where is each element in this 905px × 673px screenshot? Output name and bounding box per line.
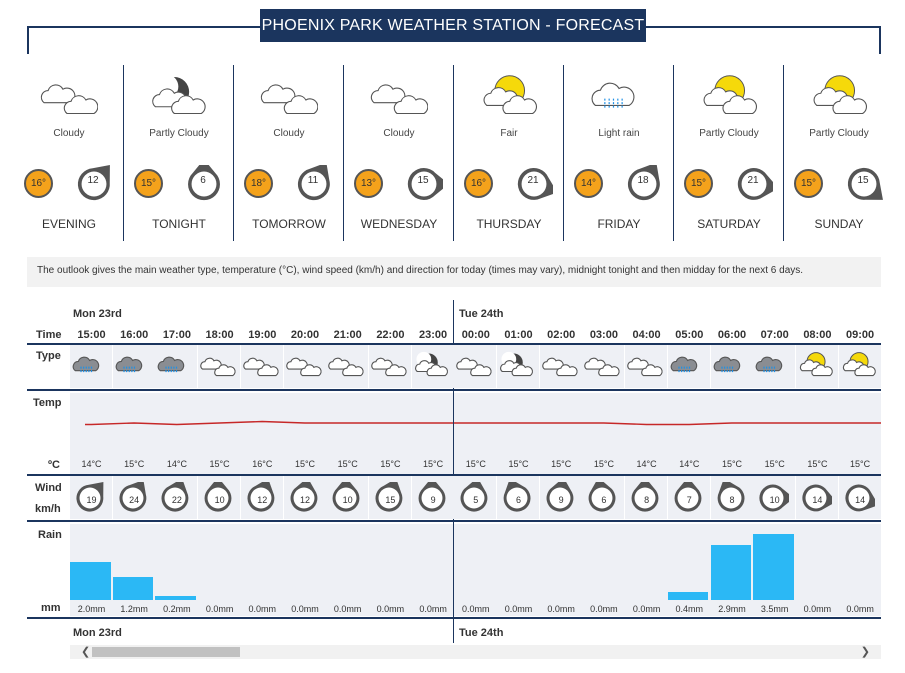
forecast-type-label: Partly Cloudy bbox=[149, 128, 209, 139]
partly-cloudy-day-icon bbox=[839, 345, 882, 388]
partly-cloudy-night-icon bbox=[150, 73, 208, 117]
forecast-divider bbox=[783, 65, 784, 241]
temperature-value: 15°C bbox=[124, 459, 145, 469]
temperature-value: 15°C bbox=[764, 459, 785, 469]
cloudy-icon bbox=[370, 73, 428, 117]
forecast-day-label: TONIGHT bbox=[152, 217, 206, 231]
rain-bar bbox=[668, 592, 709, 600]
forecast-card-wednesday bbox=[344, 65, 454, 241]
rain-bar bbox=[711, 545, 752, 600]
forecast-summary bbox=[14, 65, 891, 241]
outlook-note: The outlook gives the main weather type, temperature (°C), wind speed (km/h) and direction for today (times may vary), midnight tonight and then midday for the next 6 days. bbox=[27, 257, 881, 287]
rain-value: 0.0mm bbox=[803, 604, 832, 614]
rain-bar bbox=[113, 577, 154, 600]
rain-value: 1.2mm bbox=[120, 604, 148, 614]
temperature-value: 15°C bbox=[294, 459, 316, 469]
temperature-value: 15°C bbox=[465, 459, 486, 469]
time-cell: 17:00 bbox=[162, 329, 191, 341]
forecast-card-friday bbox=[564, 65, 674, 241]
rain-value: 0.0mm bbox=[632, 604, 661, 614]
forecast-type-label: Partly Cloudy bbox=[699, 128, 759, 139]
time-cell: 09:00 bbox=[846, 329, 875, 341]
rain-bar bbox=[753, 534, 794, 601]
wind-speed-value: 5 bbox=[473, 495, 479, 505]
forecast-day-label: SATURDAY bbox=[697, 217, 761, 231]
wind-speed-value: 18 bbox=[637, 175, 649, 186]
forecast-day-label: SUNDAY bbox=[814, 217, 864, 231]
forecast-type-label: Cloudy bbox=[273, 128, 305, 139]
forecast-day-label: TOMORROW bbox=[252, 217, 326, 231]
forecast-day-label: WEDNESDAY bbox=[360, 217, 438, 231]
scroll-right-arrow-icon[interactable]: ❯ bbox=[860, 646, 870, 658]
scroll-left-arrow-icon[interactable]: ❮ bbox=[81, 646, 91, 658]
date-label-tue: Tue 24th bbox=[459, 308, 504, 320]
wind-speed-value: 6 bbox=[515, 495, 521, 505]
time-cell: 15:00 bbox=[77, 329, 106, 341]
temperature-value: 15°C bbox=[551, 459, 572, 469]
rain-icon bbox=[70, 345, 113, 388]
temperature-value: 15°C bbox=[380, 459, 401, 469]
rain-icon bbox=[155, 345, 198, 388]
fair-icon bbox=[480, 73, 538, 117]
header-rule-left bbox=[27, 26, 29, 54]
temperature-value: 14°C bbox=[636, 459, 657, 469]
wind-unit-label: km/h bbox=[35, 503, 61, 515]
wind-speed-value: 15 bbox=[417, 175, 429, 186]
temperature-value: 15°C bbox=[508, 459, 529, 469]
time-cell: 06:00 bbox=[717, 329, 747, 341]
temperature-value: 15°C bbox=[593, 459, 614, 469]
rain-value: 0.0mm bbox=[291, 604, 319, 614]
wind-speed-value: 15 bbox=[857, 175, 869, 186]
forecast-card-saturday bbox=[674, 65, 784, 241]
row-label-wind: Wind bbox=[35, 482, 62, 494]
forecast-type-label: Cloudy bbox=[53, 128, 85, 139]
rain-value: 0.0mm bbox=[462, 604, 490, 614]
wind-speed-value: 14 bbox=[812, 495, 823, 505]
temperature-value: 15°C bbox=[721, 459, 743, 469]
wind-speed-value: 6 bbox=[601, 495, 607, 505]
time-cell: 20:00 bbox=[290, 329, 320, 341]
time-cell: 19:00 bbox=[248, 329, 277, 341]
cloudy-icon bbox=[454, 345, 497, 388]
rain-bar bbox=[70, 562, 111, 600]
rain-value: 0.4mm bbox=[675, 604, 704, 614]
date-footer-mon: Mon 23rd bbox=[73, 627, 122, 639]
forecast-card-tonight bbox=[124, 65, 234, 241]
temperature-value: 15°C bbox=[423, 459, 444, 469]
time-cell: 05:00 bbox=[675, 329, 704, 341]
forecast-type-label: Fair bbox=[500, 128, 518, 139]
cloudy-icon bbox=[369, 345, 412, 388]
rain-value: 2.0mm bbox=[77, 604, 106, 614]
forecast-card-evening bbox=[14, 65, 124, 241]
rain-bar bbox=[155, 596, 196, 600]
forecast-divider bbox=[233, 65, 234, 241]
time-cell: 01:00 bbox=[504, 329, 533, 341]
wind-speed-value: 22 bbox=[171, 495, 182, 505]
time-cell: 18:00 bbox=[205, 329, 234, 341]
partly-cloudy-night-icon bbox=[412, 345, 455, 388]
row-divider bbox=[27, 389, 881, 391]
time-cell: 23:00 bbox=[419, 329, 448, 341]
cloudy-icon bbox=[40, 73, 98, 117]
temperature-badge: 14° bbox=[574, 169, 603, 198]
cloudy-icon bbox=[284, 345, 327, 388]
rain-value: 0.0mm bbox=[504, 604, 533, 614]
header-rule-right bbox=[879, 26, 881, 54]
forecast-divider bbox=[563, 65, 564, 241]
time-cell: 04:00 bbox=[632, 329, 661, 341]
rain-icon bbox=[753, 345, 796, 388]
temperature-badge: 16° bbox=[24, 169, 53, 198]
rain-value: 0.0mm bbox=[333, 604, 362, 614]
temperature-value: 14°C bbox=[679, 459, 700, 469]
wind-speed-value: 11 bbox=[307, 175, 319, 186]
temperature-value: 14°C bbox=[81, 459, 102, 469]
forecast-divider bbox=[123, 65, 124, 241]
row-label-temp: Temp bbox=[33, 397, 62, 409]
wind-speed-value: 7 bbox=[686, 495, 692, 505]
forecast-card-sunday bbox=[784, 65, 894, 241]
rain-value: 2.9mm bbox=[718, 604, 746, 614]
forecast-type-label: Cloudy bbox=[383, 128, 415, 139]
temperature-value: 14°C bbox=[166, 459, 187, 469]
cloudy-icon bbox=[260, 73, 318, 117]
rain-icon bbox=[113, 345, 156, 388]
wind-speed-value: 24 bbox=[129, 495, 140, 505]
row-label-rain: Rain bbox=[38, 529, 62, 541]
partly-cloudy-day-icon bbox=[796, 345, 839, 388]
wind-speed-value: 9 bbox=[430, 495, 436, 505]
rain-value: 0.0mm bbox=[419, 604, 447, 614]
rain-value: 0.0mm bbox=[590, 604, 618, 614]
partly-cloudy-day-icon bbox=[810, 73, 868, 117]
row-divider bbox=[27, 617, 881, 619]
rain-icon bbox=[711, 345, 754, 388]
cloudy-icon bbox=[198, 345, 241, 388]
forecast-card-thursday bbox=[454, 65, 564, 241]
rain-value: 0.0mm bbox=[547, 604, 575, 614]
temperature-badge: 13° bbox=[354, 169, 383, 198]
forecast-type-label: Partly Cloudy bbox=[809, 128, 869, 139]
forecast-type-label: Light rain bbox=[598, 128, 640, 139]
wind-speed-value: 9 bbox=[558, 495, 564, 505]
wind-speed-value: 12 bbox=[299, 495, 310, 505]
hourly-forecast-table bbox=[27, 298, 881, 670]
time-cell: 03:00 bbox=[589, 329, 618, 341]
time-cell: 22:00 bbox=[376, 329, 405, 341]
time-cell: 02:00 bbox=[547, 329, 576, 341]
wind-speed-value: 21 bbox=[527, 175, 539, 186]
temperature-badge: 15° bbox=[684, 169, 713, 198]
forecast-day-label: EVENING bbox=[41, 217, 96, 231]
temperature-value: 15°C bbox=[337, 459, 358, 469]
rain-unit-label: mm bbox=[41, 602, 61, 614]
partly-cloudy-day-icon bbox=[700, 73, 758, 117]
wind-speed-value: 12 bbox=[257, 495, 268, 505]
row-label-time: Time bbox=[36, 329, 62, 341]
scrollbar-thumb[interactable] bbox=[92, 647, 240, 657]
temperature-badge: 18° bbox=[244, 169, 273, 198]
rain-value: 0.0mm bbox=[205, 604, 234, 614]
wind-speed-value: 14 bbox=[855, 495, 866, 505]
temperature-line bbox=[85, 422, 881, 425]
wind-speed-value: 12 bbox=[87, 175, 99, 186]
time-cell: 21:00 bbox=[333, 329, 362, 341]
temperature-badge: 15° bbox=[794, 169, 823, 198]
wind-speed-value: 6 bbox=[200, 175, 206, 186]
wind-speed-value: 10 bbox=[214, 495, 225, 505]
cloudy-icon bbox=[241, 345, 284, 388]
forecast-divider bbox=[453, 65, 454, 241]
wind-speed-value: 8 bbox=[729, 495, 735, 505]
rain-chart-area bbox=[70, 524, 881, 616]
light-rain-icon bbox=[590, 73, 648, 117]
temperature-badge: 16° bbox=[464, 169, 493, 198]
forecast-day-label: THURSDAY bbox=[476, 217, 542, 231]
cloudy-icon bbox=[326, 345, 369, 388]
row-divider bbox=[27, 520, 881, 522]
temperature-value: 15°C bbox=[807, 459, 828, 469]
time-cell: 16:00 bbox=[120, 329, 149, 341]
wind-speed-value: 8 bbox=[644, 495, 650, 505]
rain-icon bbox=[668, 345, 711, 388]
page-title: PHOENIX PARK WEATHER STATION - FORECAST bbox=[260, 9, 646, 42]
temperature-badge: 15° bbox=[134, 169, 163, 198]
wind-speed-value: 10 bbox=[342, 495, 353, 505]
forecast-divider bbox=[343, 65, 344, 241]
horizontal-scrollbar[interactable] bbox=[70, 645, 881, 659]
wind-speed-value: 10 bbox=[769, 495, 780, 505]
row-label-type: Type bbox=[36, 350, 61, 362]
rain-value: 3.5mm bbox=[760, 604, 789, 614]
cloudy-icon bbox=[582, 345, 625, 388]
wind-speed-value: 19 bbox=[86, 495, 97, 505]
temperature-value: 15°C bbox=[850, 459, 871, 469]
cloudy-icon bbox=[540, 345, 583, 388]
time-cell: 00:00 bbox=[461, 329, 490, 341]
temp-unit-label: ºC bbox=[48, 459, 60, 471]
rain-value: 0.0mm bbox=[248, 604, 277, 614]
time-cell: 07:00 bbox=[760, 329, 789, 341]
rain-value: 0.0mm bbox=[376, 604, 405, 614]
rain-value: 0.0mm bbox=[846, 604, 874, 614]
temperature-value: 16°C bbox=[252, 459, 273, 469]
rain-value: 0.2mm bbox=[163, 604, 191, 614]
date-footer-tue: Tue 24th bbox=[459, 627, 504, 639]
temperature-value: 15°C bbox=[209, 459, 230, 469]
forecast-day-label: FRIDAY bbox=[597, 217, 641, 231]
wind-speed-value: 15 bbox=[385, 495, 396, 505]
wind-speed-value: 21 bbox=[747, 175, 759, 186]
forecast-divider bbox=[673, 65, 674, 241]
partly-cloudy-night-icon bbox=[497, 345, 540, 388]
time-cell: 08:00 bbox=[803, 329, 832, 341]
cloudy-icon bbox=[625, 345, 668, 388]
forecast-card-tomorrow bbox=[234, 65, 344, 241]
date-label-mon: Mon 23rd bbox=[73, 308, 122, 320]
